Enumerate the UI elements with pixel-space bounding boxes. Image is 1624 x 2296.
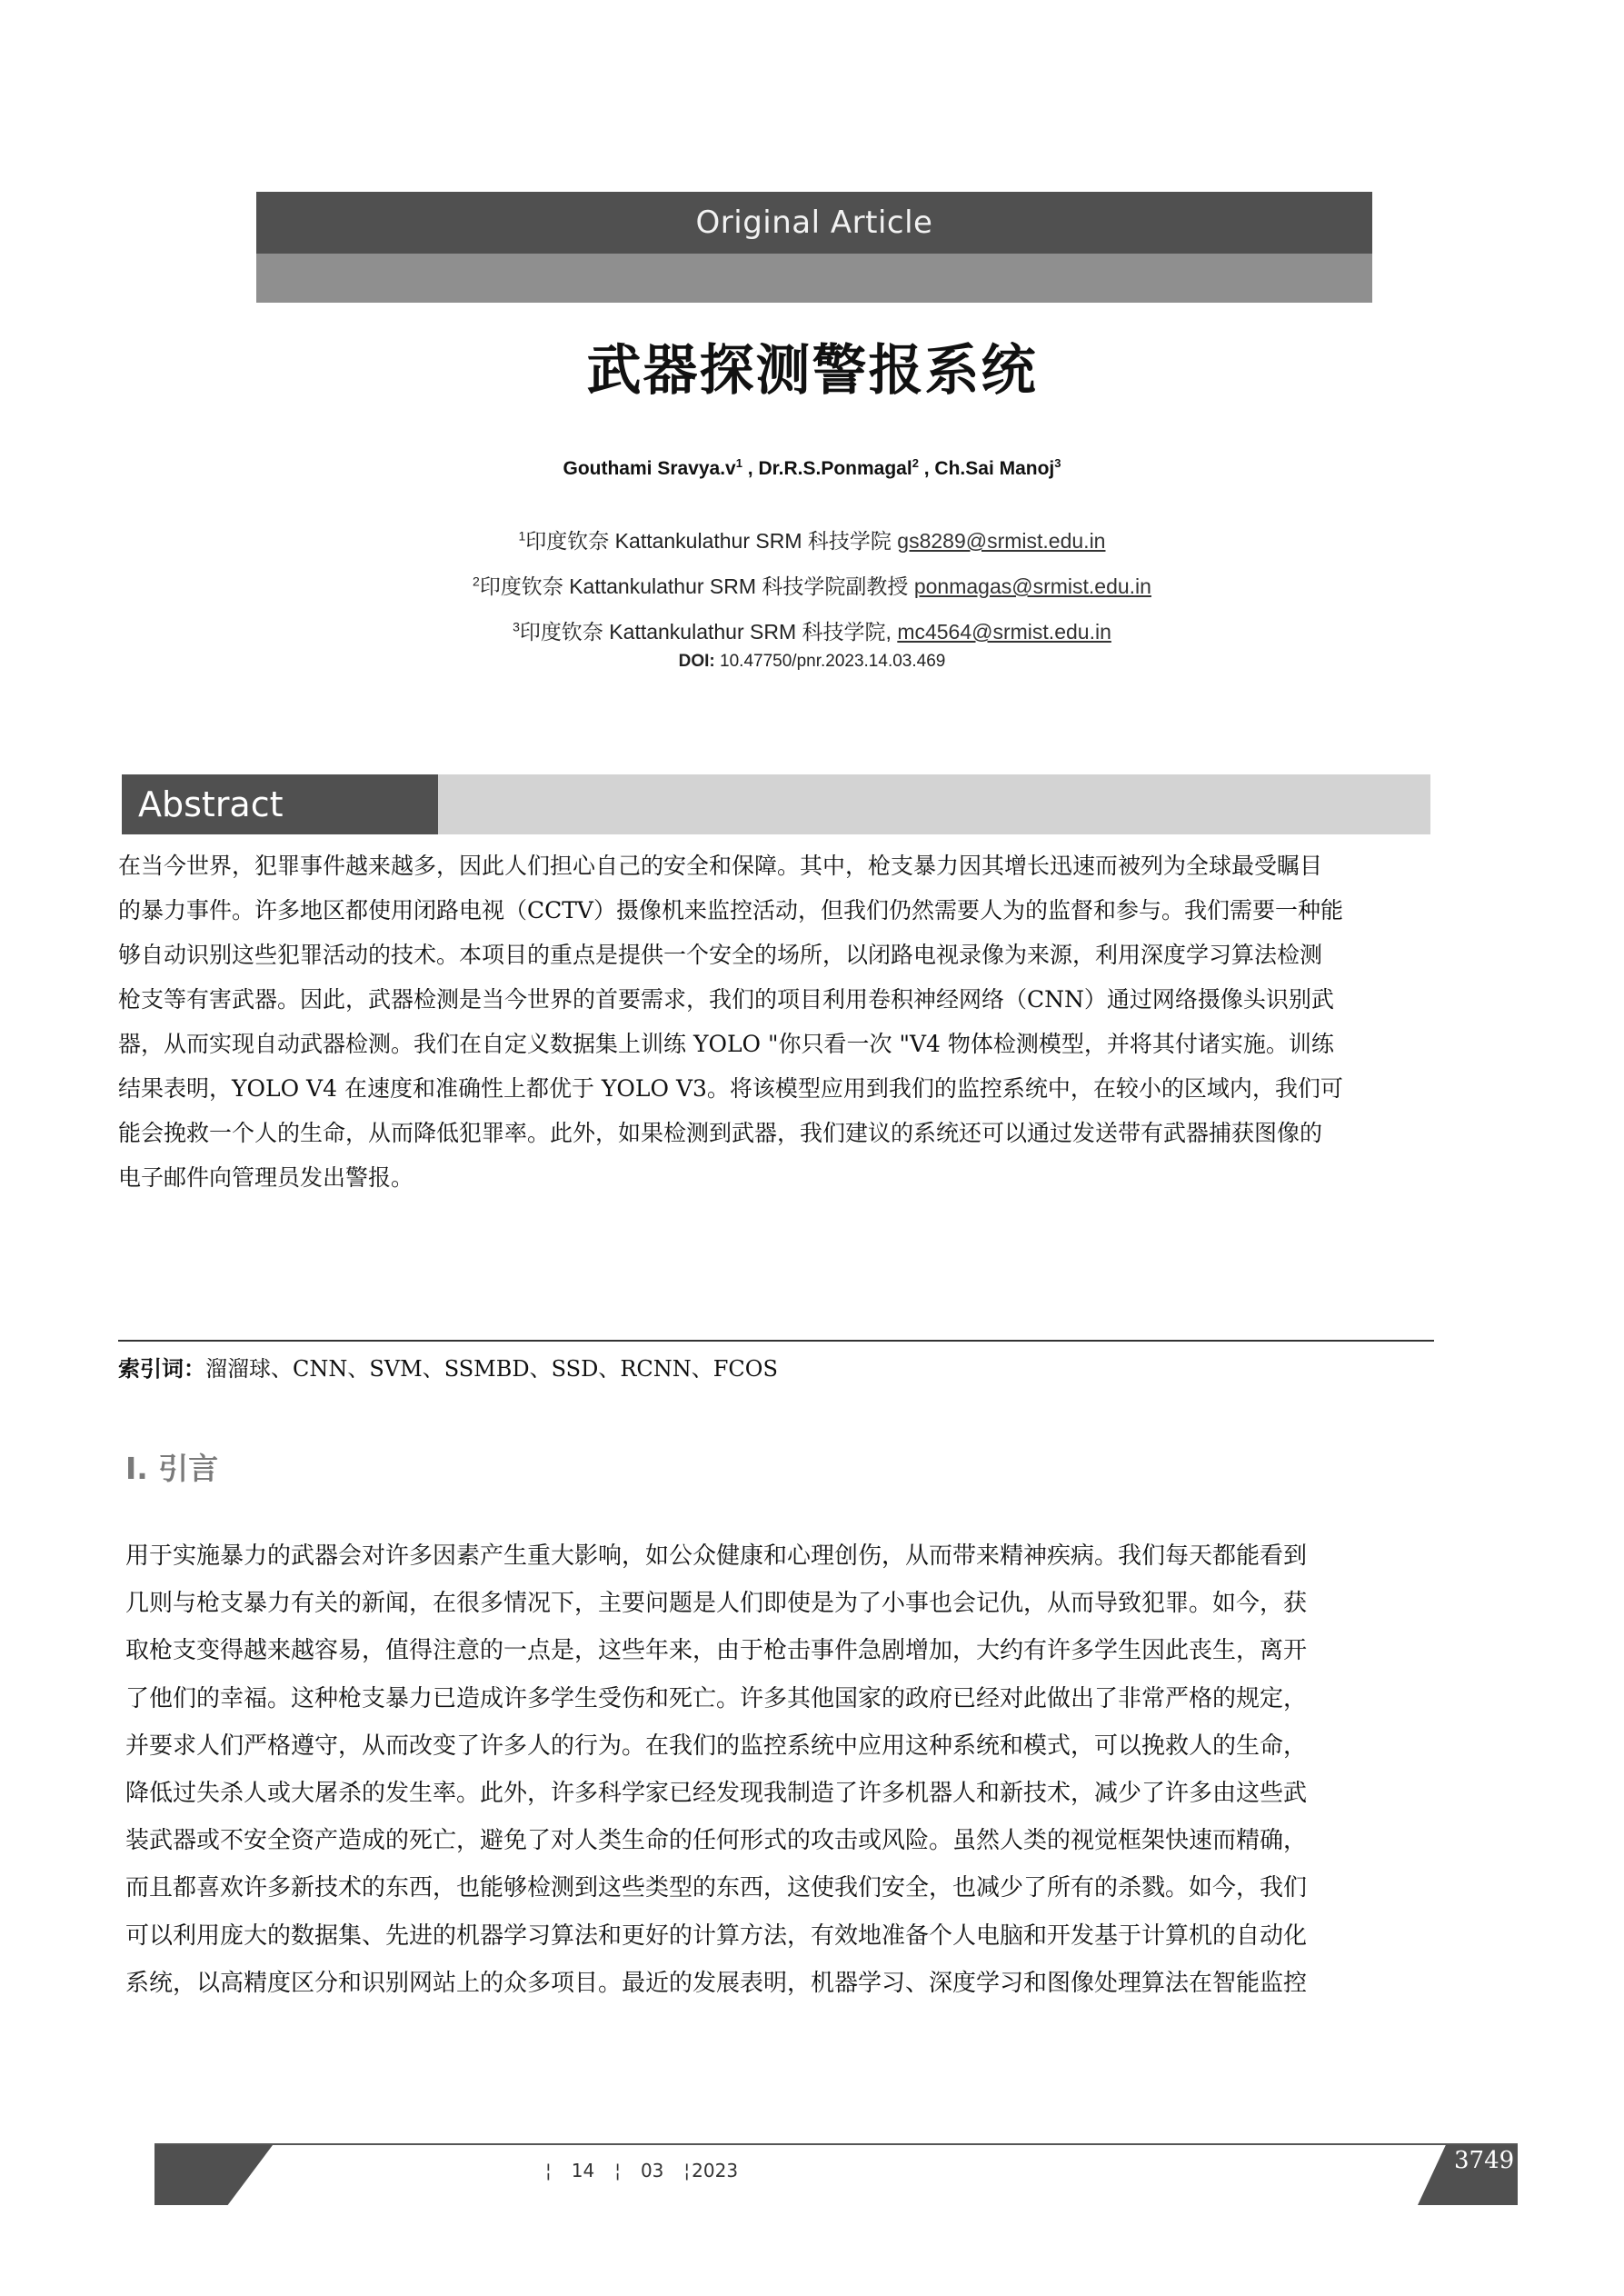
page-footer bbox=[0, 2143, 1624, 2207]
article-type-banner bbox=[256, 192, 1372, 303]
footer-issue: 03 bbox=[640, 2160, 664, 2181]
author-2-sup: 2 bbox=[912, 456, 919, 470]
affiliation-1-email-link[interactable]: gs8289@srmist.edu.in bbox=[897, 529, 1106, 553]
body-line: 而且都喜欢许多新技术的东西，也能够检测到这些类型的东西，这使我们安全，也减少了所有的杀戮。如今，我们 bbox=[125, 1874, 1308, 1902]
page-number: 3749 bbox=[1454, 2147, 1515, 2174]
footer-year: 2023 bbox=[692, 2160, 739, 2181]
keywords-label: 索引词： bbox=[118, 1356, 205, 1382]
abstract-line: 能会挽救一个人的生命，从而降低犯罪率。此外，如果检测到武器，我们建议的系统还可以通过发送带有武器捕获图像的 bbox=[118, 1120, 1323, 1146]
footer-rule bbox=[154, 2143, 1518, 2145]
author-3-sup: 3 bbox=[1054, 456, 1061, 470]
abstract-line: 在当今世界，犯罪事件越来越多，因此人们担心自己的安全和保障。其中，枪支暴力因其增长迅速而被列为全球最受瞩目 bbox=[118, 853, 1323, 879]
footer-sep: ¦ bbox=[545, 2160, 552, 2181]
abstract-heading: Abstract bbox=[122, 774, 438, 834]
body-line: 了他们的幸福。这种枪支暴力已造成许多学生受伤和死亡。许多其他国家的政府已经对此做出了非常严格的规定， bbox=[125, 1684, 1308, 1712]
abstract-line: 器，从而实现自动武器检测。我们在自定义数据集上训练 YOLO "你只看一次 "V4 物体检测模型，并将其付诸实施。训练 bbox=[118, 1031, 1334, 1057]
body-line: 可以利用庞大的数据集、先进的机器学习算法和更好的计算方法，有效地准备个人电脑和开发基于计算机的自动化 bbox=[125, 1922, 1308, 1950]
abstract-line: 电子邮件向管理员发出警报。 bbox=[118, 1164, 414, 1191]
keywords-line bbox=[118, 1351, 778, 1383]
keywords-divider bbox=[118, 1340, 1434, 1342]
body-line: 取枪支变得越来越容易，值得注意的一点是，这些年来，由于枪击事件急剧增加，大约有许多学生因此丧生，离开 bbox=[125, 1637, 1308, 1665]
footer-volume: 14 bbox=[571, 2160, 595, 2181]
doi-line bbox=[0, 652, 1624, 672]
affiliation-3-sup: 3 bbox=[513, 619, 520, 634]
article-type-label: Original Article bbox=[256, 192, 1372, 254]
body-line: 系统，以高精度区分和识别网站上的众多项目。最近的发展表明，机器学习、深度学习和图像处理算法在智能监控 bbox=[125, 1969, 1308, 1997]
footer-left-block bbox=[154, 2145, 273, 2205]
keywords-value: 溜溜球、CNN、SVM、SSMBD、SSD、RCNN、FCOS bbox=[205, 1356, 778, 1382]
banner-lower-band bbox=[256, 254, 1372, 303]
section-heading-introduction: I. 引言 bbox=[125, 1451, 219, 1486]
footer-sep: ¦ bbox=[614, 2160, 621, 2181]
author-1: Gouthami Sravya.v bbox=[563, 458, 736, 479]
abstract-line: 的暴力事件。许多地区都使用闭路电视（CCTV）摄像机来监控活动，但我们仍然需要人为的监督和参与。我们需要一种能 bbox=[118, 897, 1343, 923]
abstract-line: 结果表明，YOLO V4 在速度和准确性上都优于 YOLO V3。将该模型应用到我们的监控系统中，在较小的区域内，我们可 bbox=[118, 1075, 1343, 1102]
affiliation-2-email-link[interactable]: ponmagas@srmist.edu.in bbox=[913, 574, 1151, 598]
affiliation-1 bbox=[0, 524, 1624, 554]
doi-value[interactable]: 10.47750/pnr.2023.14.03.469 bbox=[714, 652, 946, 671]
author-3: , Ch.Sai Manoj bbox=[918, 458, 1055, 479]
abstract-line: 够自动识别这些犯罪活动的技术。本项目的重点是提供一个安全的场所，以闭路电视录像为来源，利用深度学习算法检测 bbox=[118, 942, 1323, 968]
abstract-line: 枪支等有害武器。因此，武器检测是当今世界的首要需求，我们的项目利用卷积神经网络（CNN）通过网络摄像头识别武 bbox=[118, 986, 1334, 1013]
body-line: 几则与枪支暴力有关的新闻，在很多情况下，主要问题是人们即使是为了小事也会记仇，从而导致犯罪。如今，获 bbox=[125, 1590, 1308, 1618]
paper-title: 武器探测警报系统 bbox=[586, 339, 1038, 403]
abstract-body bbox=[118, 844, 1438, 1200]
footer-volume-info bbox=[545, 2160, 758, 2181]
affiliation-1-sup: 1 bbox=[518, 528, 526, 544]
author-1-sup: 1 bbox=[735, 456, 742, 470]
author-2: , Dr.R.S.Ponmagal bbox=[742, 458, 912, 479]
affiliation-2-text: 印度钦奈 Kattankulathur SRM 科技学院副教授 bbox=[479, 574, 914, 598]
affiliation-2-sup: 2 bbox=[473, 574, 480, 589]
affiliation-2 bbox=[0, 570, 1624, 600]
affiliation-3-email-link[interactable]: mc4564@srmist.edu.in bbox=[897, 620, 1111, 644]
footer-sep: ¦ bbox=[683, 2160, 691, 2181]
affiliation-3-text: 印度钦奈 Kattankulathur SRM 科技学院, bbox=[519, 620, 898, 644]
body-line: 并要求人们严格遵守，从而改变了许多人的行为。在我们的监控系统中应用这种系统和模式，可以挽救人的生命， bbox=[125, 1732, 1308, 1760]
abstract-header-bar bbox=[122, 774, 1430, 834]
body-line: 装武器或不安全资产造成的死亡，避免了对人类生命的任何形式的攻击或风险。虽然人类的视觉框架快速而精确， bbox=[125, 1827, 1308, 1855]
author-list bbox=[0, 456, 1624, 480]
affiliation-3 bbox=[0, 615, 1624, 645]
doi-label: DOI: bbox=[678, 652, 715, 671]
body-line: 降低过失杀人或大屠杀的发生率。此外，许多科学家已经发现我制造了许多机器人和新技术，减少了许多由这些武 bbox=[125, 1780, 1308, 1808]
affiliation-1-text: 印度钦奈 Kattankulathur SRM 科技学院 bbox=[525, 529, 898, 553]
body-line: 用于实施暴力的武器会对许多因素产生重大影响，如公众健康和心理创伤，从而带来精神疾病。我们每天都能看到 bbox=[125, 1542, 1308, 1570]
introduction-body bbox=[125, 1532, 1499, 2007]
